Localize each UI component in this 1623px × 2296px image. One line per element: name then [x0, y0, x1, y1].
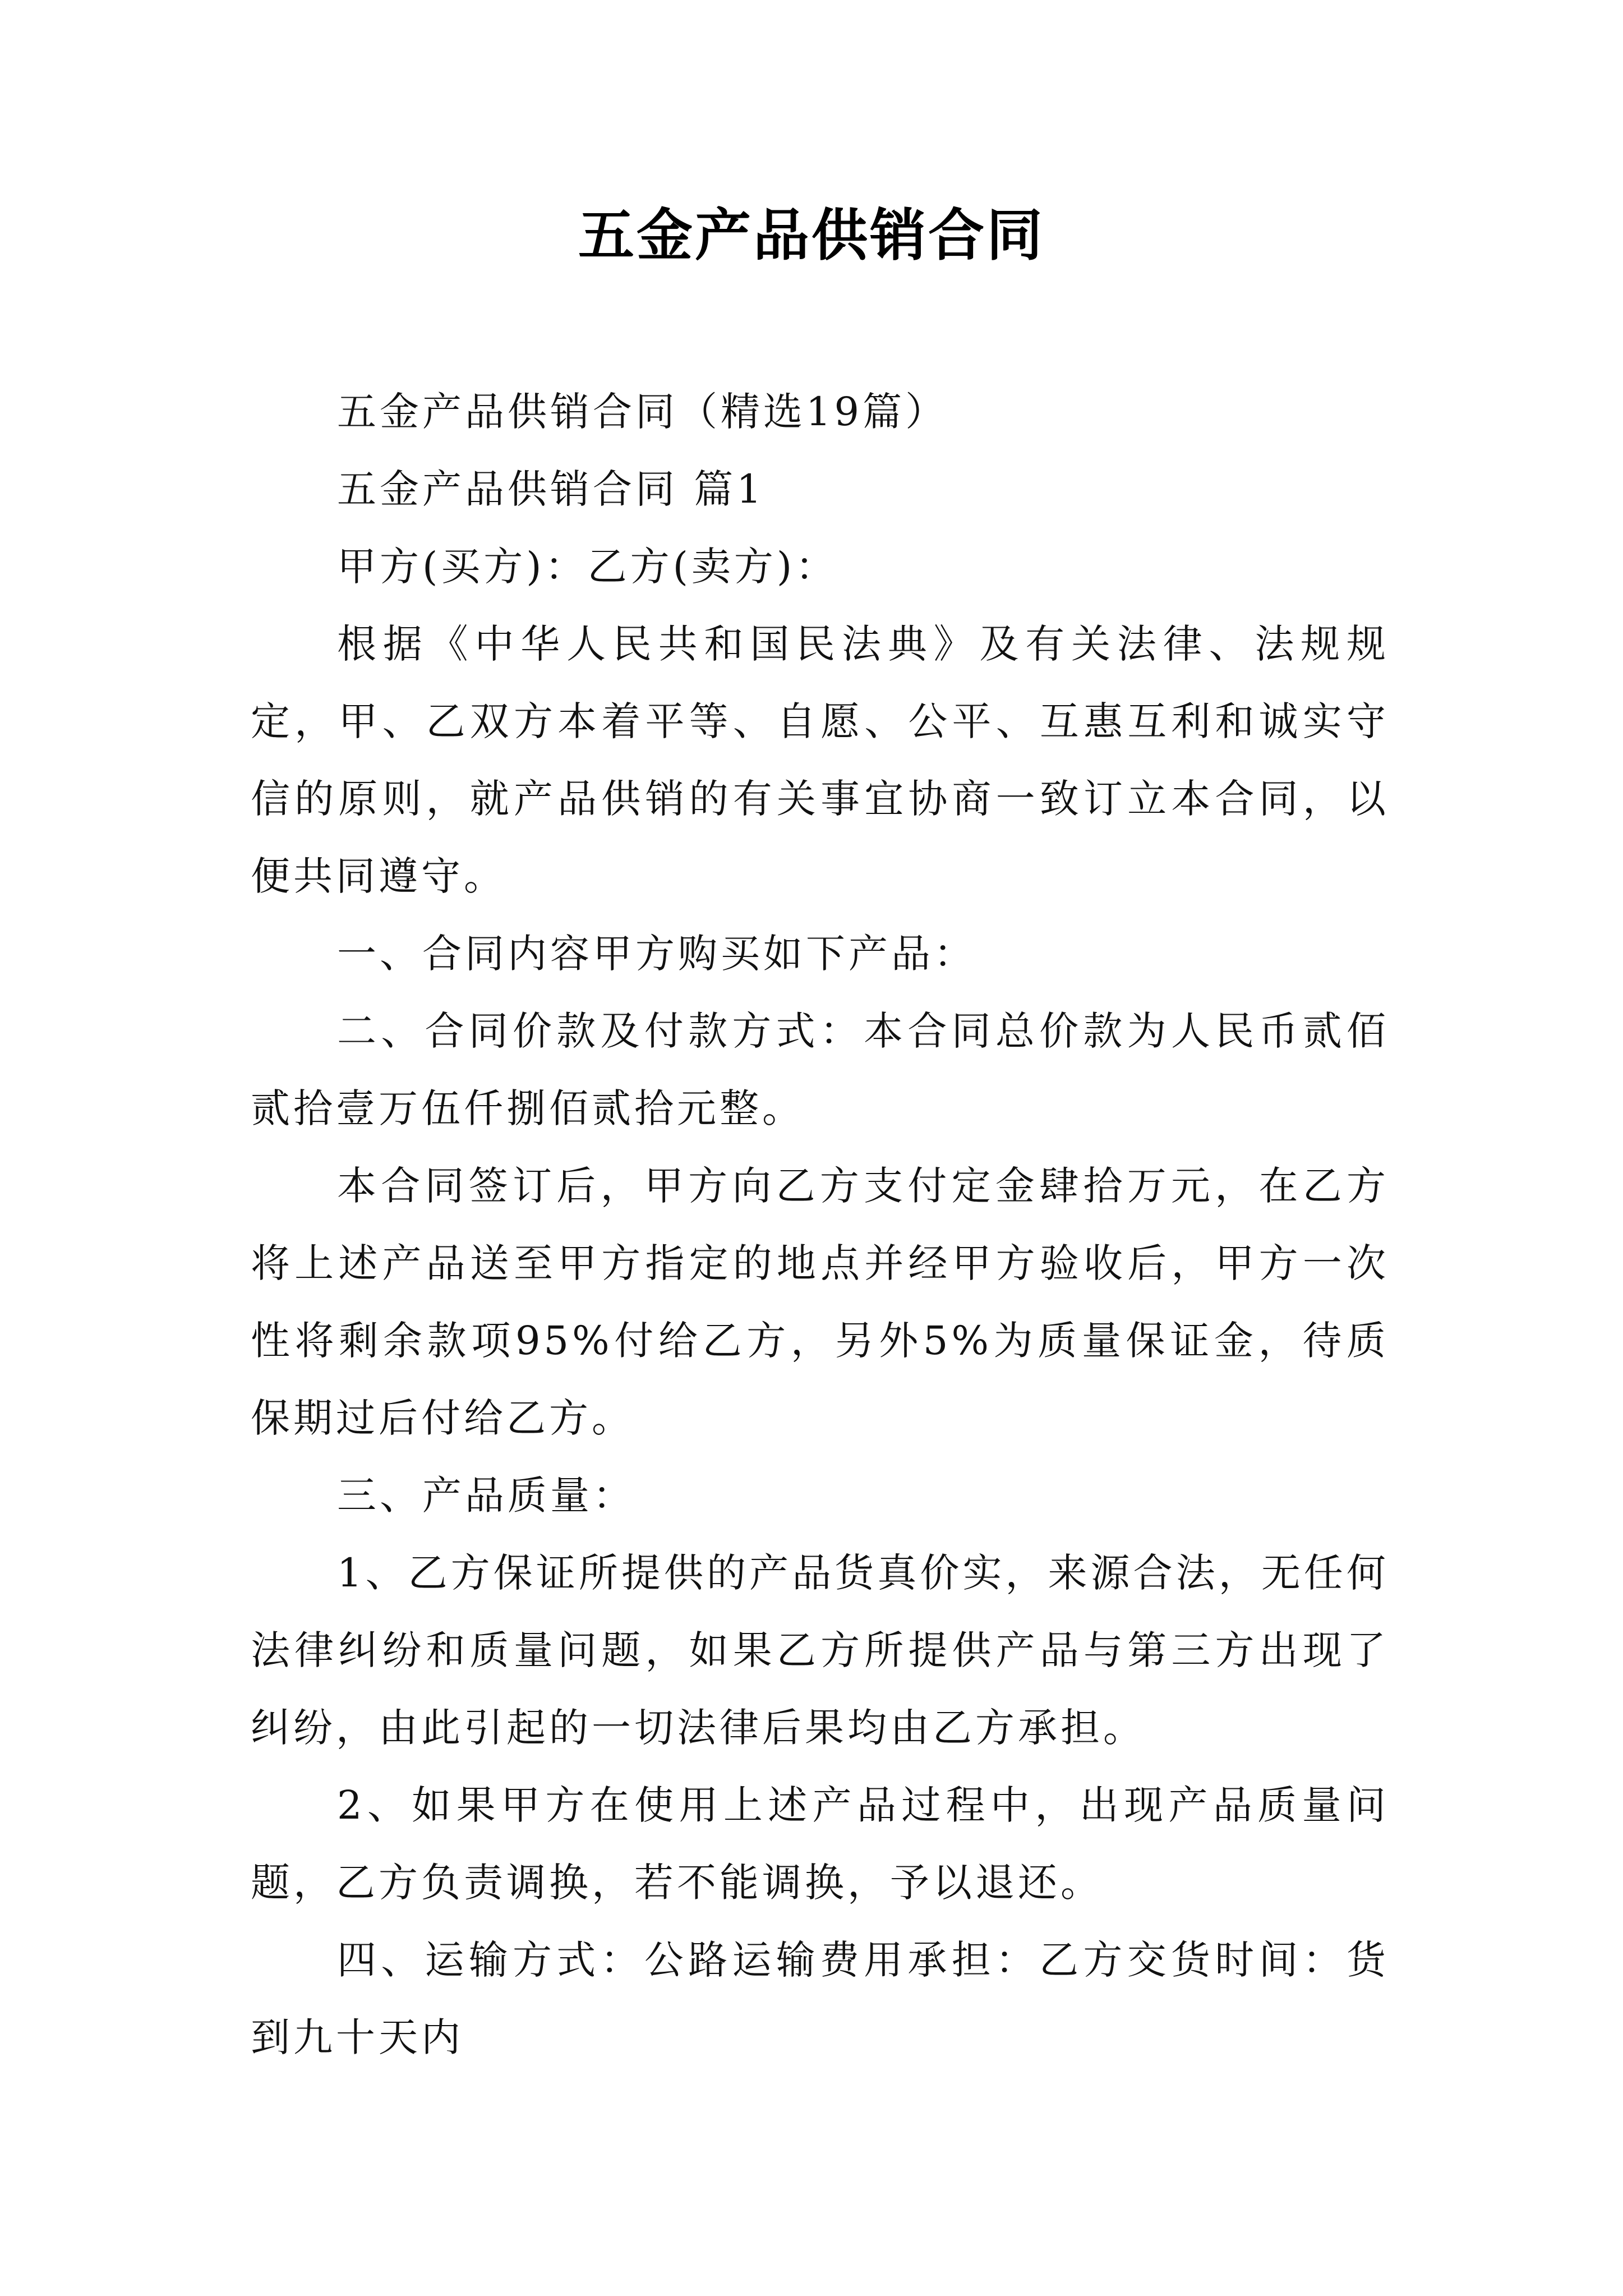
paragraph-clause-2: 二、合同价款及付款方式：本合同总价款为人民币贰佰贰拾壹万伍仟捌佰贰拾元整。 [251, 1008, 1389, 1131]
paragraph-preamble: 根据《中华人民共和国民法典》及有关法律、法规规定，甲、乙双方本着平等、自愿、公平、互惠互利和诚实守信的原则，就产品供销的有关事宜协商一致订立本合同，以便共同遵守。 [251, 621, 1389, 899]
paragraph-quality-2: 2、如果甲方在使用上述产品过程中，出现产品质量问题，乙方负责调换，若不能调换，予以退还。 [251, 1782, 1389, 1906]
paragraph-quality-1: 1、乙方保证所提供的产品货真价实，来源合法，无任何法律纠纷和质量问题，如果乙方所提供产品与第三方出现了纠纷，由此引起的一切法律后果均由乙方承担。 [251, 1550, 1389, 1751]
paragraph-clause-3: 三、产品质量： [337, 1473, 635, 1519]
paragraph-clause-1: 一、合同内容甲方购买如下产品： [337, 931, 976, 977]
paragraph-clause-4: 四、运输方式：公路运输费用承担：乙方交货时间：货到九十天内 [251, 1937, 1389, 2060]
document-title: 五金产品供销合同 [578, 203, 1045, 268]
paragraph-parties: 甲方(买方)：乙方(卖方)： [337, 544, 838, 590]
paragraph-payment-terms: 本合同签订后，甲方向乙方支付定金肆拾万元，在乙方将上述产品送至甲方指定的地点并经甲方验收后，甲方一次性将剩余款项95%付给乙方，另外5%为质量保证金，待质保期过后付给乙方。 [251, 1163, 1389, 1441]
paragraph-subtitle: 五金产品供销合同（精选19篇） [337, 389, 948, 435]
document-body [251, 373, 1389, 2076]
paragraph-section-heading: 五金产品供销合同 篇1 [337, 466, 765, 512]
